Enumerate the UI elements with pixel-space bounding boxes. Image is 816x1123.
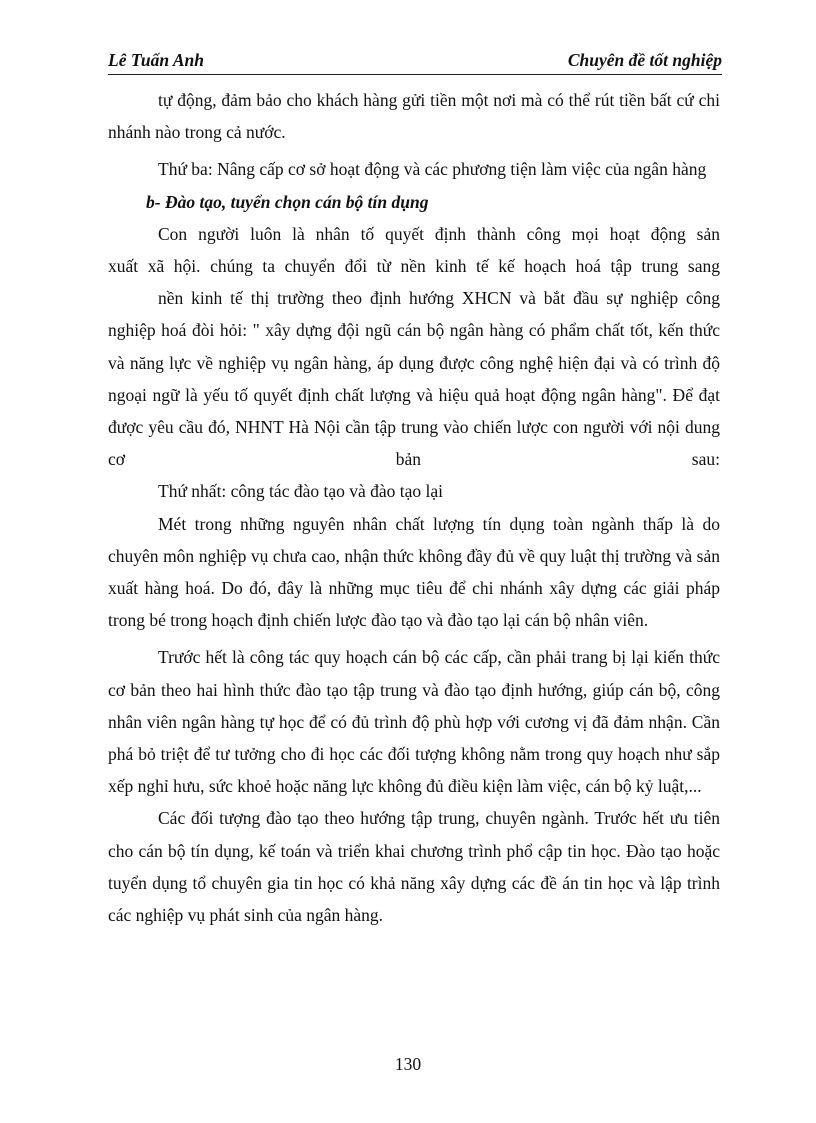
document-body [108, 84, 720, 931]
paragraph-thu-nhat: Thứ nhất: công tác đào tạo và đào tạo lại [158, 481, 444, 502]
paragraph-planning: Trước hết là công tác quy hoạch cán bộ các cấp, cần phải trang bị lại kiến thức cơ bản theo hai hình thức đào tạo tập trung và đào tạo định hướng, giúp cán bộ, công nhân viên ngân hàng tự học để có đủ trình độ phù hợp với cương vị đã đảm nhận. Cần phá bỏ triệt để tư tưởng cho đi học các đối tượng không nằm trong quy hoạch như sắp xếp nghỉ hưu, sức khoẻ hoặc năng lực không đủ điều kiện làm việc, cán bộ kỷ luật,... [108, 647, 720, 797]
paragraph-training-causes: Mét trong những nguyên nhân chất lượng tín dụng toàn ngành thấp là do chuyên môn nghiệp vụ chưa cao, nhận thức không đầy đủ về quy luật thị trường và sản xuất hàng hoá. Do đó, đây là những mục tiêu để chi nhánh xây dựng các giải pháp trong bé trong hoạch định chiến lược đào tạo và đào tạo lại cán bộ nhân viên. [108, 513, 720, 631]
paragraph-line: xuất xã hội. chúng ta chuyển đổi từ nền kinh tế kế hoạch hoá tập trung sang [108, 256, 720, 277]
paragraph-thu-ba: Thứ ba: Nâng cấp cơ sở hoạt động và các phương tiện làm việc của ngân hàng [158, 159, 707, 180]
paragraph-training-targets: Các đối tượng đào tạo theo hướng tập trung, chuyên ngành. Trước hết ưu tiên cho cán bộ tín dụng, kế toán và triển khai chương trình phổ cập tin học. Đào tạo hoặc tuyển dụng tổ chuyên gia tin học có khả năng xây dựng các đề án tin học và lập trình các nghiệp vụ phát sinh của ngân hàng. [108, 808, 720, 926]
page-header [108, 48, 722, 75]
section-heading: b- Đào tạo, tuyển chọn cán bộ tín dụng [146, 191, 429, 212]
paragraph-continuation: tự động, đảm bảo cho khách hàng gửi tiền một nơi mà có thể rút tiền bất cứ chi nhánh nào trong cả nước. [108, 90, 720, 143]
header-title: Chuyên đề tốt nghiệp [567, 50, 722, 70]
paragraph-line: Con người luôn là nhân tố quyết định thành công mọi hoạt động sản [158, 223, 720, 244]
page-number: 130 [394, 1054, 422, 1074]
header-author: Lê Tuấn Anh [108, 50, 204, 70]
paragraph-strategy: nền kinh tế thị trường theo định hướng XHCN và bắt đầu sự nghiệp công nghiệp hoá đòi hỏi: " xây dựng đội ngũ cán bộ ngân hàng có phẩm chất tốt, kến thức và năng lực về nghiệp vụ ngân hàng, áp dụng được công nghệ hiện đại và có trình độ ngoại ngữ là yếu tố quyết định chất lượng và hiệu quả hoạt động ngân hàng". Để đạt được yêu cầu đó, NHNT Hà Nội cần tập trung vào chiến lược con người với nội dung cơ bản sau: [108, 288, 720, 470]
